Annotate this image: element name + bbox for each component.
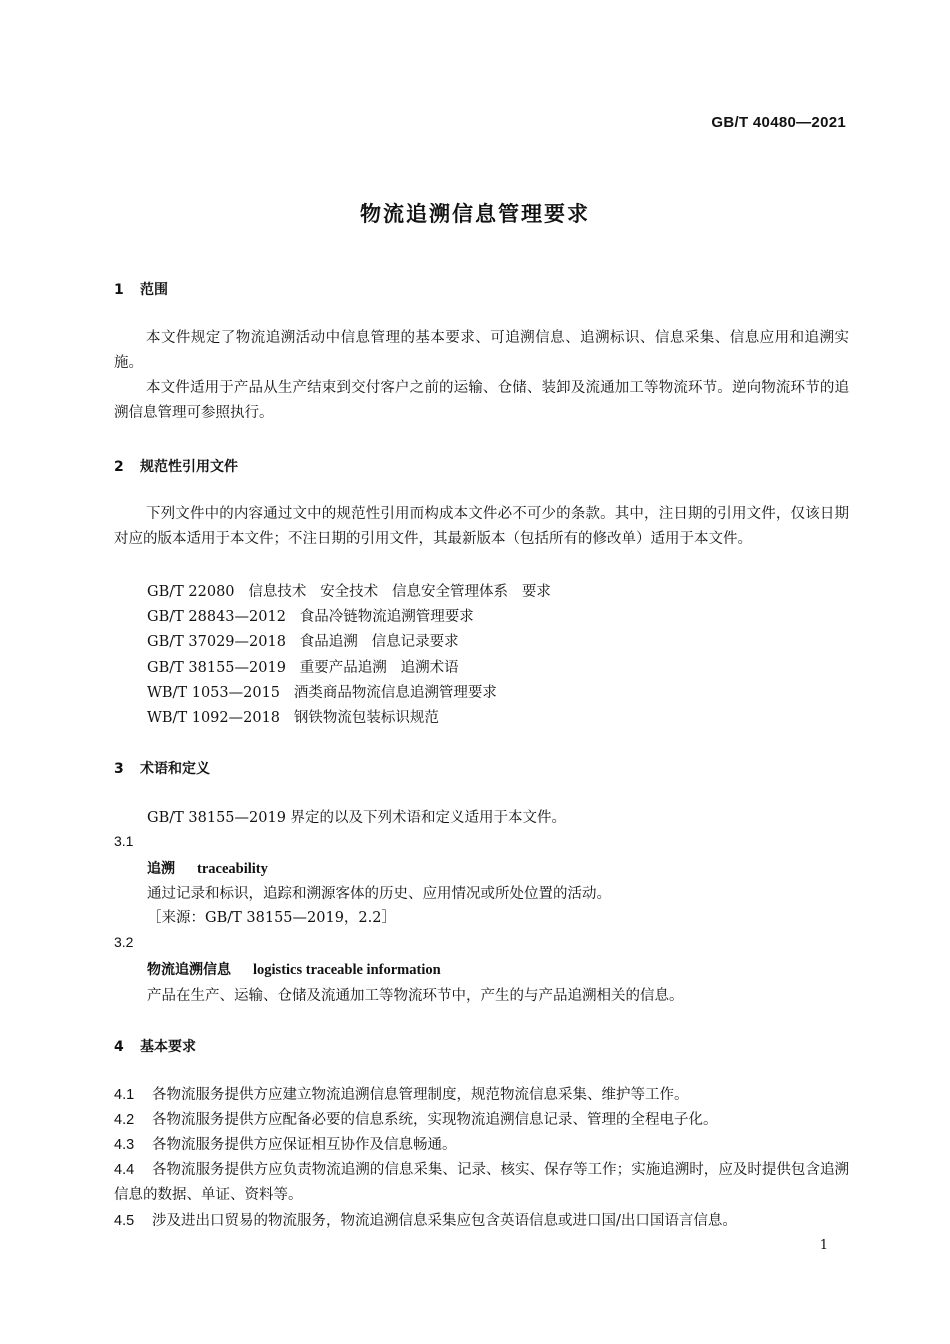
requirement-item (114, 1158, 849, 1208)
section-title: 规范性引用文件 (140, 459, 238, 475)
section-3-intro: GB/T 38155—2019 界定的以及下列术语和定义适用于本文件。 (147, 810, 567, 826)
requirement-number: 4.2 (114, 1112, 135, 1128)
section-4-heading (114, 1036, 196, 1056)
paragraph: 本文件规定了物流追溯活动中信息管理的基本要求、可追溯信息、追溯标识、信息采集、信息应用和追溯实施。 (114, 330, 849, 371)
term-definition: 通过记录和标识，追踪和溯源客体的历史、应用情况或所处位置的活动。 (147, 886, 611, 902)
requirement-text: 各物流服务提供方应保证相互协作及信息畅通。 (152, 1137, 457, 1153)
section-number: 3 (114, 761, 124, 777)
reference-item: GB/T 38155—2019 重要产品追溯 追溯术语 (147, 660, 459, 676)
section-1-heading (114, 279, 168, 299)
term-definition: 产品在生产、运输、仓储及流通加工等物流环节中，产生的与产品追溯相关的信息。 (147, 988, 684, 1004)
term-cn: 追溯 (147, 861, 175, 877)
requirement-number: 4.4 (114, 1162, 135, 1178)
term-cn: 物流追溯信息 (147, 962, 231, 978)
standard-code: GB/T 40480—2021 (711, 114, 846, 131)
term-heading (147, 959, 441, 979)
requirement-item (114, 1133, 849, 1158)
term-heading (147, 858, 268, 878)
requirement-item (114, 1108, 849, 1133)
section-number: 4 (114, 1039, 124, 1055)
requirement-number: 4.3 (114, 1137, 135, 1153)
requirement-number: 4.5 (114, 1213, 135, 1229)
requirement-text: 涉及进出口贸易的物流服务，物流追溯信息采集应包含英语信息或进口国/出口国语言信息。 (152, 1213, 737, 1229)
paragraph: 下列文件中的内容通过文中的规范性引用而构成本文件必不可少的条款。其中，注日期的引用文件，仅该日期对应的版本适用于本文件；不注日期的引用文件，其最新版本（包括所有的修改单）适用于本文件。 (114, 506, 849, 547)
term-source: ［来源：GB/T 38155—2019，2.2］ (147, 910, 396, 926)
term-number: 3.2 (114, 934, 134, 950)
section-number: 1 (114, 282, 124, 298)
section-2-heading (114, 456, 238, 476)
requirement-item (114, 1209, 849, 1234)
reference-item: WB/T 1092—2018 钢铁物流包装标识规范 (147, 710, 439, 726)
document-title: 物流追溯信息管理要求 (360, 202, 590, 226)
requirement-text: 各物流服务提供方应建立物流追溯信息管理制度，规范物流信息采集、维护等工作。 (152, 1087, 689, 1103)
section-number: 2 (114, 459, 124, 475)
reference-item: GB/T 37029—2018 食品追溯 信息记录要求 (147, 634, 459, 650)
section-1-body (114, 326, 849, 426)
reference-item: GB/T 28843—2012 食品冷链物流追溯管理要求 (147, 609, 474, 625)
term-number: 3.1 (114, 833, 134, 849)
requirement-text: 各物流服务提供方应负责物流追溯的信息采集、记录、核实、保存等工作；实施追溯时，应及时提供包含追溯信息的数据、单证、资料等。 (114, 1162, 849, 1203)
section-title: 术语和定义 (140, 761, 210, 777)
reference-item: WB/T 1053—2015 酒类商品物流信息追溯管理要求 (147, 685, 497, 701)
page-number: 1 (819, 1238, 828, 1253)
requirement-text: 各物流服务提供方应配备必要的信息系统，实现物流追溯信息记录、管理的全程电子化。 (152, 1112, 718, 1128)
term-en: logistics traceable information (253, 962, 441, 978)
term-en: traceability (197, 861, 268, 877)
paragraph: 本文件适用于产品从生产结束到交付客户之前的运输、仓储、装卸及流通加工等物流环节。逆向物流环节的追溯信息管理可参照执行。 (114, 380, 849, 421)
section-title: 范围 (140, 282, 168, 298)
section-2-intro (114, 502, 849, 552)
section-3-heading (114, 758, 210, 778)
section-title: 基本要求 (140, 1039, 196, 1055)
reference-item: GB/T 22080 信息技术 安全技术 信息安全管理体系 要求 (147, 584, 551, 600)
requirement-item (114, 1083, 849, 1108)
requirement-number: 4.1 (114, 1087, 135, 1103)
